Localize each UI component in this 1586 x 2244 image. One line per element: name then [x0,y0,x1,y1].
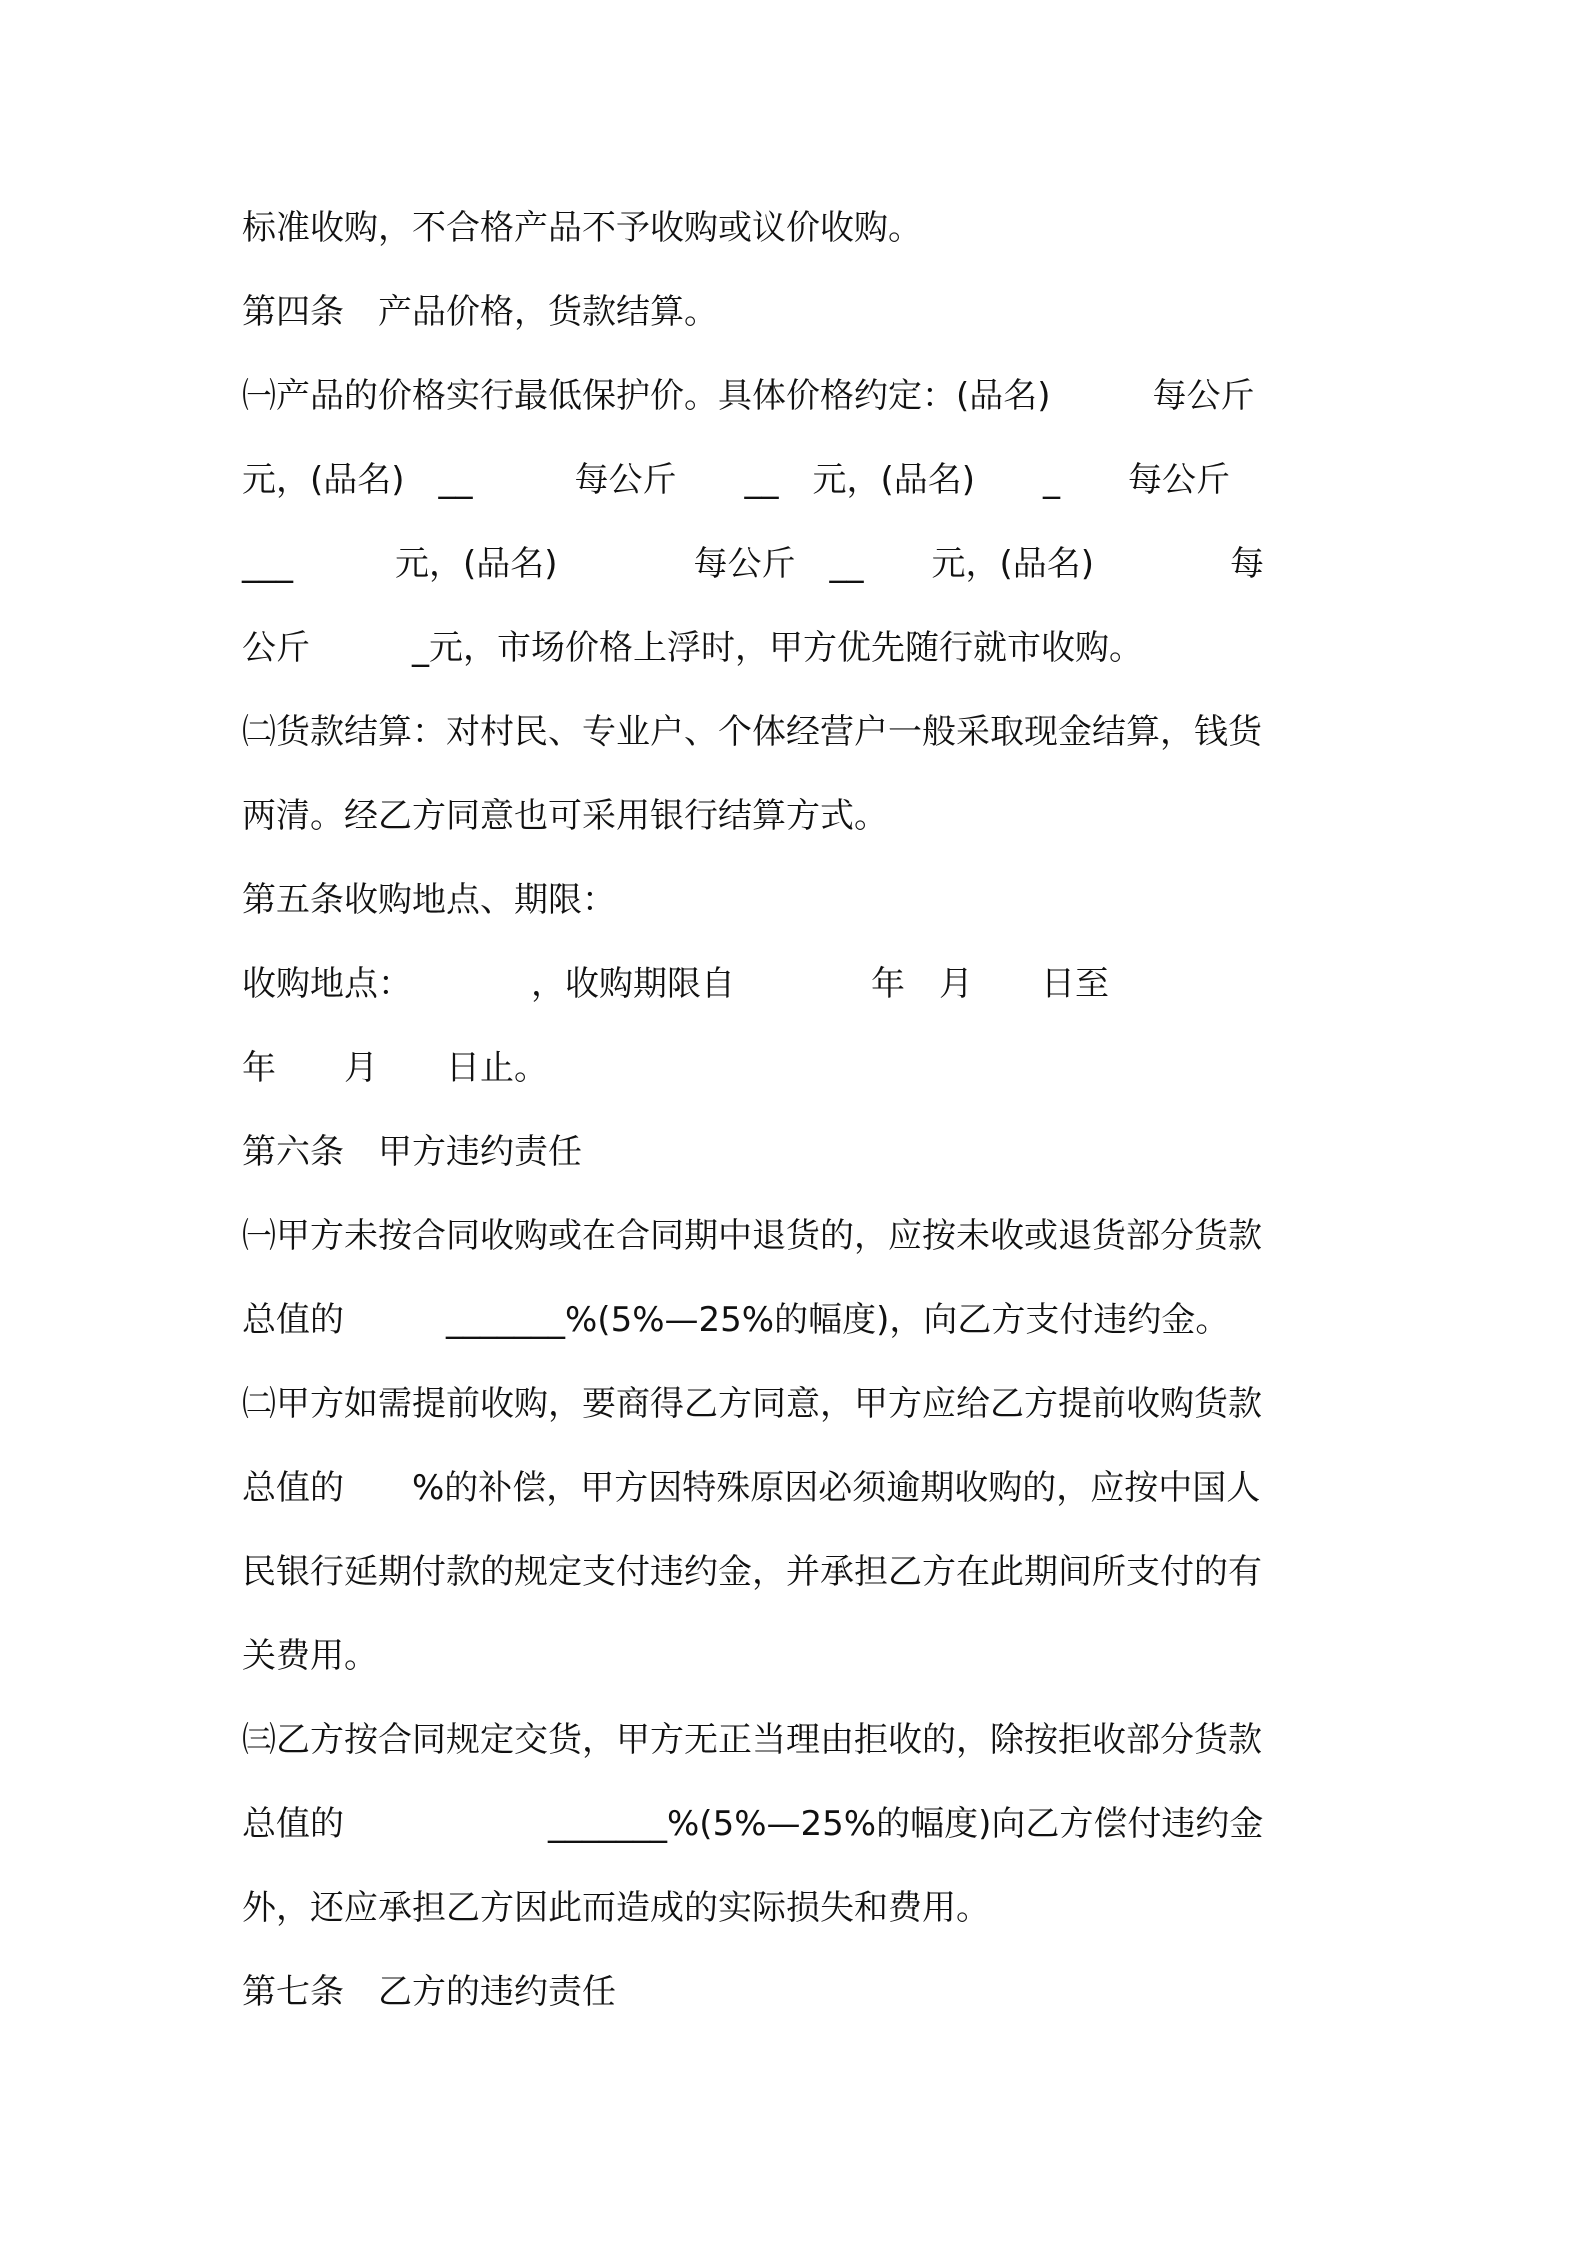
paragraph-line: 元，(品名) __ 每公斤 __ 元，(品名) _ 每公斤 [242,460,1231,500]
paragraph-line: ___ 元，(品名) 每公斤 __ 元，(品名) 每 [242,544,1265,584]
paragraph-line: 外，还应承担乙方因此而造成的实际损失和费用。 [242,1888,990,1928]
paragraph-line: 民银行延期付款的规定支付违约金，并承担乙方在此期间所支付的有 [242,1552,1262,1592]
paragraph-line: 标准收购，不合格产品不予收购或议价收购。 [242,208,922,248]
paragraph-line: 两清。经乙方同意也可采用银行结算方式。 [242,796,888,836]
paragraph-line: 总值的 _______%(5%—25%的幅度)，向乙方支付违约金。 [242,1300,1230,1340]
paragraph-line: 年 月 日止。 [242,1048,548,1088]
paragraph-line: 收购地点： ，收购期限自 年 月 日至 [242,964,1109,1004]
paragraph-line: 总值的 _______%(5%—25%的幅度)向乙方偿付违约金 [242,1804,1264,1844]
paragraph-line: ㈠甲方未按合同收购或在合同期中退货的，应按未收或退货部分货款 [242,1216,1262,1256]
paragraph-line: ㈢乙方按合同规定交货，甲方无正当理由拒收的，除按拒收部分货款 [242,1720,1262,1760]
paragraph-line: ㈠产品的价格实行最低保护价。具体价格约定：(品名) 每公斤 [242,376,1255,416]
paragraph-line: 关费用。 [242,1636,378,1676]
paragraph-line: 公斤 _元，市场价格上浮时，甲方优先随行就市收购。 [242,628,1143,668]
paragraph-line: 总值的 %的补偿，甲方因特殊原因必须逾期收购的，应按中国人 [242,1468,1261,1508]
paragraph-line: ㈡货款结算：对村民、专业户、个体经营户一般采取现金结算，钱货 [242,712,1262,752]
article-7-heading: 第七条 乙方的违约责任 [242,1972,616,2012]
article-5-heading: 第五条收购地点、期限： [242,880,616,920]
article-4-heading: 第四条 产品价格，货款结算。 [242,292,718,332]
paragraph-line: ㈡甲方如需提前收购，要商得乙方同意，甲方应给乙方提前收购货款 [242,1384,1262,1424]
article-6-heading: 第六条 甲方违约责任 [242,1132,582,1172]
